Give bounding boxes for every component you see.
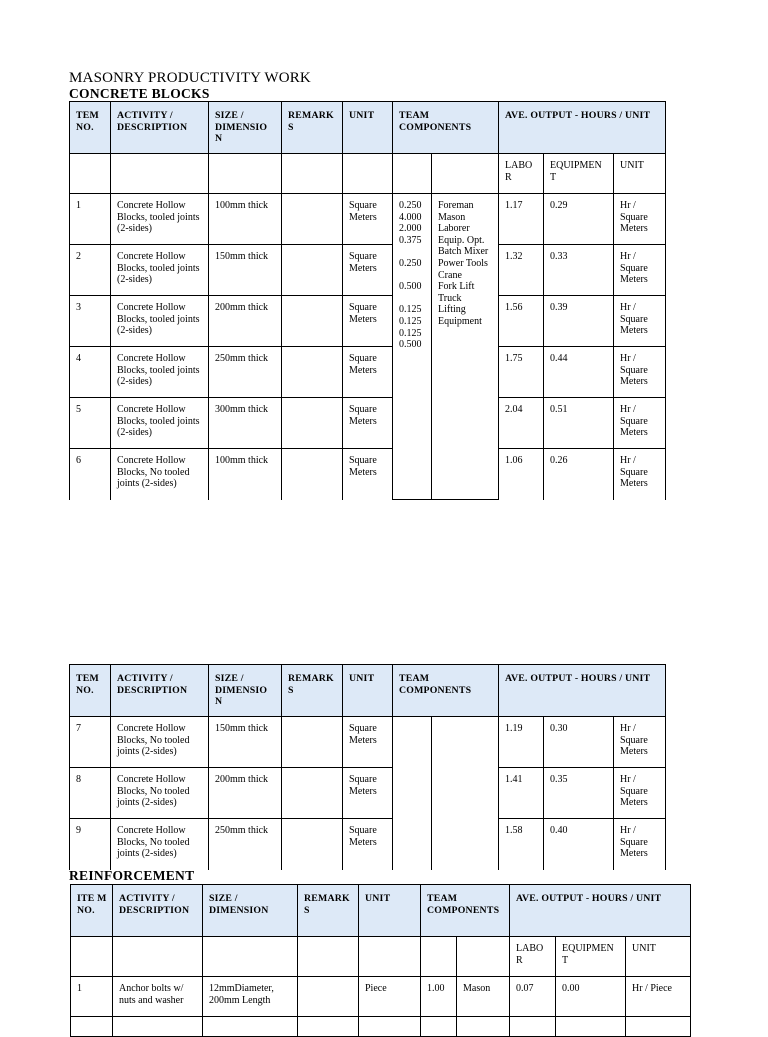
subheader-blank	[209, 154, 282, 194]
header-size: SIZE / DIMENSIO N	[209, 665, 282, 717]
unit: Piece	[359, 977, 421, 1017]
header-size: SIZE / DIMENSIO N	[209, 102, 282, 154]
team-member: Fork Lift	[438, 281, 475, 293]
team-factors	[393, 194, 432, 500]
header-remarks: REMARK S	[282, 102, 343, 154]
unit: Square Meters	[343, 296, 393, 347]
header-ave-output: AVE. OUTPUT - HOURS / UNIT	[499, 102, 666, 154]
subheader-labor: LABO R	[499, 154, 544, 194]
header-item-no: TEM NO.	[70, 102, 111, 154]
activity: Anchor bolts w/ nuts and washer	[113, 977, 203, 1017]
table-row	[70, 398, 666, 449]
reinforcement-table	[70, 884, 691, 1037]
team-factor: 0.375	[399, 234, 422, 246]
unit: Square Meters	[343, 398, 393, 449]
item-no: 5	[70, 398, 111, 449]
empty-cell	[510, 1017, 556, 1037]
team-members	[432, 717, 499, 870]
size: 150mm thick	[209, 245, 282, 296]
header-size: SIZE / DIMENSION	[203, 885, 298, 937]
header-remarks: REMARK S	[282, 665, 343, 717]
equipment-hours: 0.30	[544, 717, 614, 768]
item-no: 8	[70, 768, 111, 819]
unit: Square Meters	[343, 194, 393, 245]
header-ave-output: AVE. OUTPUT - HOURS / UNIT	[510, 885, 691, 937]
remarks	[282, 717, 343, 768]
labor-hours: 1.17	[499, 194, 544, 245]
unit: Square Meters	[343, 449, 393, 500]
team-member: Batch Mixer	[438, 246, 489, 258]
activity: Concrete Hollow Blocks, tooled joints (2-sides)	[111, 245, 209, 296]
output-unit: Hr / Square Meters	[614, 347, 666, 398]
subheader-blank	[111, 154, 209, 194]
unit: Square Meters	[343, 245, 393, 296]
labor-hours: 2.04	[499, 398, 544, 449]
table-row	[70, 449, 666, 500]
item-no: 9	[70, 819, 111, 870]
activity: Concrete Hollow Blocks, No tooled joints (2-sides)	[111, 819, 209, 870]
table-row	[70, 245, 666, 296]
item-no: 4	[70, 347, 111, 398]
remarks	[282, 194, 343, 245]
remarks	[282, 819, 343, 870]
equipment-hours: 0.44	[544, 347, 614, 398]
team-factor: 0.125	[399, 315, 422, 327]
team-member: Foreman	[438, 200, 474, 211]
subheader-equipment: EQUIPMEN T	[556, 937, 626, 977]
team-member: Mason	[457, 977, 510, 1017]
output-unit: Hr / Square Meters	[614, 768, 666, 819]
header-team-components: TEAM COMPONENTS	[393, 102, 499, 154]
equipment-hours: 0.40	[544, 819, 614, 870]
subheader-blank	[393, 154, 432, 194]
team-member: Mason	[438, 211, 466, 223]
labor-hours: 1.41	[499, 768, 544, 819]
team-member: Crane	[438, 269, 462, 281]
team-factor: 0.250	[399, 200, 422, 211]
section-title-concrete-blocks: CONCRETE BLOCKS	[69, 86, 210, 101]
subheader-blank	[70, 154, 111, 194]
size: 150mm thick	[209, 717, 282, 768]
unit: Square Meters	[343, 717, 393, 768]
item-no: 2	[70, 245, 111, 296]
output-unit: Hr / Piece	[626, 977, 691, 1017]
size: 100mm thick	[209, 194, 282, 245]
table-row	[71, 977, 691, 1017]
table-header-row	[71, 885, 691, 937]
equipment-hours: 0.39	[544, 296, 614, 347]
header-activity: ACTIVITY / DESCRIPTION	[111, 102, 209, 154]
activity: Concrete Hollow Blocks, tooled joints (2-sides)	[111, 398, 209, 449]
equipment-hours: 0.35	[544, 768, 614, 819]
equipment-hours: 0.51	[544, 398, 614, 449]
subheader-blank	[113, 937, 203, 977]
labor-hours: 1.75	[499, 347, 544, 398]
table-row	[70, 717, 666, 768]
size: 200mm thick	[209, 296, 282, 347]
subheader-blank	[421, 937, 457, 977]
header-ave-output: AVE. OUTPUT - HOURS / UNIT	[499, 665, 666, 717]
equipment-hours: 0.29	[544, 194, 614, 245]
subheader-blank	[282, 154, 343, 194]
remarks	[282, 245, 343, 296]
header-activity: ACTIVITY / DESCRIPTION	[113, 885, 203, 937]
table-header-row	[70, 102, 666, 154]
team-factor	[399, 270, 426, 282]
remarks	[282, 449, 343, 500]
activity: Concrete Hollow Blocks, No tooled joints (2-sides)	[111, 717, 209, 768]
labor-hours: 1.32	[499, 245, 544, 296]
table-row	[70, 768, 666, 819]
labor-hours: 1.58	[499, 819, 544, 870]
size: 12mmDiameter, 200mm Length	[203, 977, 298, 1017]
team-factor: 4.000	[399, 211, 422, 223]
header-activity: ACTIVITY / DESCRIPTION	[111, 665, 209, 717]
output-unit: Hr / Square Meters	[614, 296, 666, 347]
empty-cell	[359, 1017, 421, 1037]
remarks	[282, 768, 343, 819]
output-unit: Hr / Square Meters	[614, 717, 666, 768]
header-unit: UNIT	[359, 885, 421, 937]
item-no: 1	[71, 977, 113, 1017]
team-factors	[393, 717, 432, 870]
table-row	[70, 819, 666, 870]
table-row	[70, 347, 666, 398]
equipment-hours: 0.26	[544, 449, 614, 500]
team-member: Lifting	[438, 304, 466, 316]
unit: Square Meters	[343, 819, 393, 870]
team-member: Truck	[438, 292, 462, 304]
table-row	[71, 1017, 691, 1037]
team-factor: 2.000	[399, 223, 422, 235]
item-no: 7	[70, 717, 111, 768]
activity: Concrete Hollow Blocks, No tooled joints (2-sides)	[111, 768, 209, 819]
activity: Concrete Hollow Blocks, tooled joints (2-sides)	[111, 194, 209, 245]
team-factor: 0.500	[399, 339, 422, 351]
team-member: Power Tools	[438, 257, 488, 269]
table-row	[70, 296, 666, 347]
output-unit: Hr / Square Meters	[614, 194, 666, 245]
size: 100mm thick	[209, 449, 282, 500]
subheader-labor: LABO R	[510, 937, 556, 977]
activity: Concrete Hollow Blocks, No tooled joints (2-sides)	[111, 449, 209, 500]
subheader-blank	[343, 154, 393, 194]
item-no: 1	[70, 194, 111, 245]
team-member: Equip. Opt.	[438, 234, 485, 246]
labor-hours: 1.56	[499, 296, 544, 347]
activity: Concrete Hollow Blocks, tooled joints (2-sides)	[111, 347, 209, 398]
output-unit: Hr / Square Meters	[614, 449, 666, 500]
remarks	[282, 296, 343, 347]
empty-cell	[556, 1017, 626, 1037]
subheader-blank	[203, 937, 298, 977]
empty-cell	[421, 1017, 457, 1037]
labor-hours: 1.19	[499, 717, 544, 768]
empty-cell	[457, 1017, 510, 1037]
item-no: 3	[70, 296, 111, 347]
header-item-no: ITE M NO.	[71, 885, 113, 937]
page-title: MASONRY PRODUCTIVITY WORK	[69, 70, 311, 86]
subheader-blank	[432, 154, 499, 194]
remarks	[282, 398, 343, 449]
subheader-unit: UNIT	[614, 154, 666, 194]
empty-cell	[71, 1017, 113, 1037]
empty-cell	[203, 1017, 298, 1037]
team-factor: 0.125	[399, 327, 422, 339]
size: 250mm thick	[209, 819, 282, 870]
header-team-components: TEAM COMPONENTS	[393, 665, 499, 717]
header-unit: UNIT	[343, 102, 393, 154]
table-subheader-row	[71, 937, 691, 977]
team-factor	[399, 293, 426, 305]
activity: Concrete Hollow Blocks, tooled joints (2-sides)	[111, 296, 209, 347]
equipment-hours: 0.00	[556, 977, 626, 1017]
subheader-blank	[298, 937, 359, 977]
team-member: Equipment	[438, 315, 482, 327]
concrete-blocks-table-continued	[69, 664, 666, 870]
subheader-blank	[457, 937, 510, 977]
labor-hours: 0.07	[510, 977, 556, 1017]
team-member: Laborer	[438, 223, 470, 235]
labor-hours: 1.06	[499, 449, 544, 500]
table-subheader-row	[70, 154, 666, 194]
section-title-reinforcement: REINFORCEMENT	[69, 868, 195, 883]
concrete-blocks-table	[69, 101, 666, 500]
unit: Square Meters	[343, 768, 393, 819]
remarks	[298, 977, 359, 1017]
team-factor: 0.250	[399, 257, 422, 269]
table-header-row	[70, 665, 666, 717]
team-factor: 1.00	[421, 977, 457, 1017]
team-factor: 0.500	[399, 281, 422, 293]
empty-cell	[298, 1017, 359, 1037]
output-unit: Hr / Square Meters	[614, 819, 666, 870]
header-team-components: TEAM COMPONENTS	[421, 885, 510, 937]
subheader-blank	[71, 937, 113, 977]
subheader-unit: UNIT	[626, 937, 691, 977]
team-members	[432, 194, 499, 500]
team-factor	[399, 246, 426, 258]
size: 250mm thick	[209, 347, 282, 398]
size: 300mm thick	[209, 398, 282, 449]
item-no: 6	[70, 449, 111, 500]
size: 200mm thick	[209, 768, 282, 819]
remarks	[282, 347, 343, 398]
unit: Square Meters	[343, 347, 393, 398]
table-row	[70, 194, 666, 245]
empty-cell	[626, 1017, 691, 1037]
team-factor: 0.125	[399, 304, 422, 316]
subheader-blank	[359, 937, 421, 977]
output-unit: Hr / Square Meters	[614, 398, 666, 449]
empty-cell	[113, 1017, 203, 1037]
header-unit: UNIT	[343, 665, 393, 717]
equipment-hours: 0.33	[544, 245, 614, 296]
subheader-equipment: EQUIPMEN T	[544, 154, 614, 194]
output-unit: Hr / Square Meters	[614, 245, 666, 296]
header-remarks: REMARK S	[298, 885, 359, 937]
header-item-no: TEM NO.	[70, 665, 111, 717]
